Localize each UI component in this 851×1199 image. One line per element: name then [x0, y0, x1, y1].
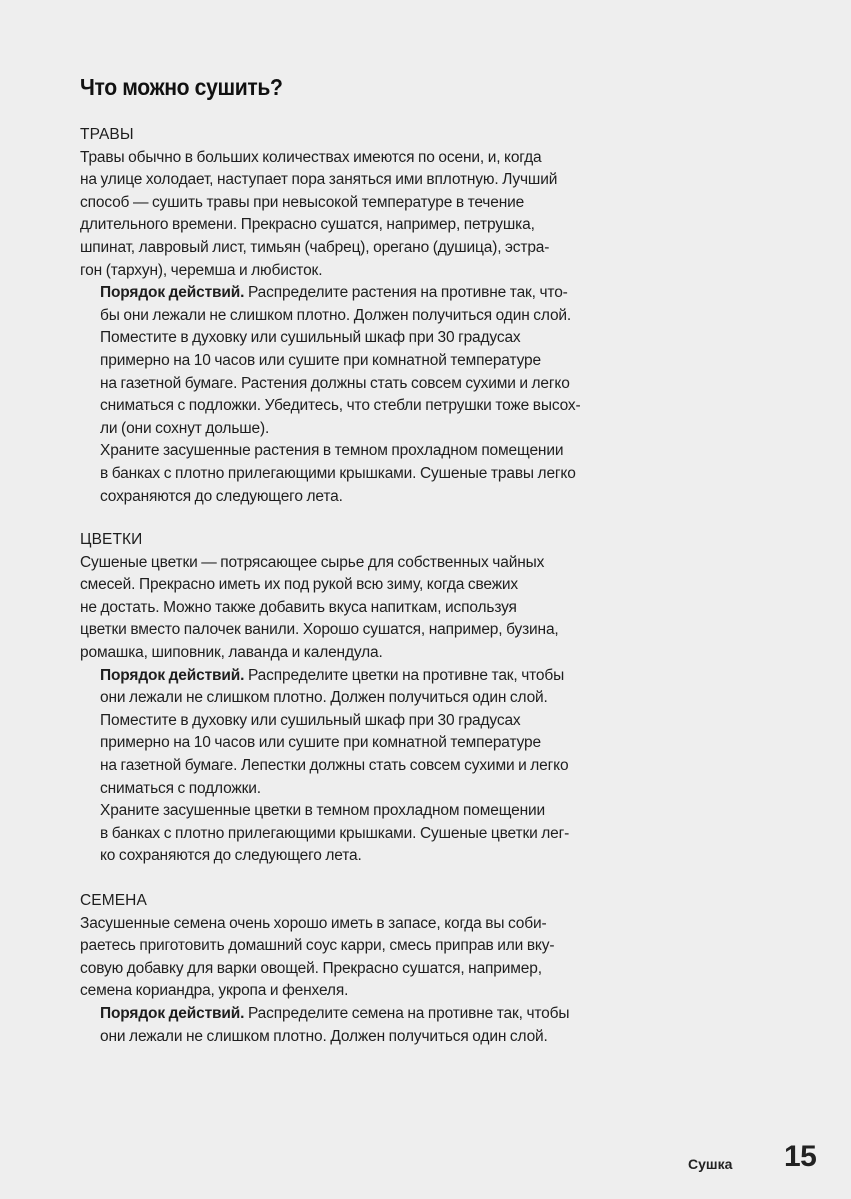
paragraph — [80, 800, 620, 868]
paragraph — [80, 913, 620, 1003]
paragraph — [80, 1003, 620, 1048]
paragraph — [80, 665, 620, 710]
paragraph — [80, 710, 620, 800]
text-line: смесей. Прекрасно иметь их под рукой всю зиму, когда свежих — [80, 576, 519, 594]
text-line: Травы обычно в больших количествах имеются по осени, и, когда — [80, 148, 542, 166]
paragraph-text: Распределите растения на противне так, что- — [244, 284, 568, 302]
text-line: примерно на 10 часов или сушите при комнатной температуре — [100, 351, 541, 369]
text-line: в банках с плотно прилегающими крышками. Сушеные цветки лег- — [100, 824, 570, 842]
paragraph — [80, 282, 620, 327]
text-line — [80, 282, 620, 305]
text-line: Храните засушенные цветки в темном прохладном помещении — [100, 802, 546, 820]
text-line: бы они лежали не слишком плотно. Должен получиться один слой. — [100, 306, 572, 324]
text-line: они лежали не слишком плотно. Должен получиться один слой. — [100, 1027, 548, 1045]
text-line: на улице холодает, наступает пора заняться ими вплотную. Лучший — [80, 171, 558, 189]
text-line — [80, 665, 620, 688]
text-line: ко сохраняются до следующего лета. — [100, 847, 362, 865]
text-line: на газетной бумаге. Растения должны стать совсем сухими и легко — [100, 374, 570, 392]
page-number: 15 — [784, 1140, 817, 1173]
text-line: Сушеные цветки — потрясающее сырье для собственных чайных — [80, 553, 545, 571]
section-heading: ТРАВЫ — [80, 126, 134, 143]
text-line: Поместите в духовку или сушильный шкаф при 30 градусах — [100, 711, 521, 729]
text-line: ли (они сохнут дольше). — [100, 419, 270, 437]
paragraph — [80, 440, 620, 508]
text-line: примерно на 10 часов или сушите при комнатной температуре — [100, 734, 541, 752]
text-line: Засушенные семена очень хорошо иметь в запасе, когда вы соби- — [80, 914, 547, 932]
text-line: на газетной бумаге. Лепестки должны стать совсем сухими и легко — [100, 756, 569, 774]
section-seeds — [80, 890, 620, 1048]
text-line: в банках с плотно прилегающими крышками. Сушеные травы легко — [100, 464, 576, 482]
text-line: Поместите в духовку или сушильный шкаф при 30 градусах — [100, 329, 521, 347]
paragraph-lead: Порядок действий. — [100, 284, 245, 302]
text-line: они лежали не слишком плотно. Должен получиться один слой. — [100, 689, 548, 707]
text-line: гон (тархун), черемша и любисток. — [80, 261, 323, 279]
text-line: сниматься с подложки. Убедитесь, что стебли петрушки тоже высох- — [100, 397, 581, 415]
section-heading: ЦВЕТКИ — [80, 531, 143, 548]
text-line: сохраняются до следующего лета. — [100, 487, 343, 505]
text-line: раетесь приготовить домашний соус карри, смесь приправ или вку- — [80, 937, 555, 955]
text-line: сниматься с подложки. — [100, 779, 261, 797]
paragraph — [80, 327, 620, 440]
paragraph-lead: Порядок действий. — [100, 1004, 245, 1022]
footer-section-name: Сушка — [688, 1156, 733, 1172]
text-line: шпинат, лавровый лист, тимьян (чабрец), орегано (душица), эстра- — [80, 238, 550, 256]
text-line: Храните засушенные растения в темном прохладном помещении — [100, 442, 564, 460]
section-herbs — [80, 124, 620, 508]
text-line: не достать. Можно также добавить вкуса напиткам, используя — [80, 598, 517, 616]
page-title: Что можно сушить? — [80, 74, 283, 100]
paragraph-lead: Порядок действий. — [100, 666, 245, 684]
paragraph-text: Распределите цветки на противне так, чтобы — [244, 666, 565, 684]
text-line: совую добавку для варки овощей. Прекрасно сушатся, например, — [80, 959, 542, 977]
text-line — [80, 1003, 620, 1026]
section-flowers — [80, 529, 620, 868]
text-line: семена кориандра, укропа и фенхеля. — [80, 982, 349, 1000]
text-line: ромашка, шиповник, лаванда и календула. — [80, 643, 383, 661]
paragraph — [80, 147, 620, 283]
section-heading: СЕМЕНА — [80, 892, 147, 909]
paragraph — [80, 552, 620, 665]
text-line: способ — сушить травы при невысокой температуре в течение — [80, 193, 525, 211]
text-line: цветки вместо палочек ванили. Хорошо сушатся, например, бузина, — [80, 621, 559, 639]
text-line: длительного времени. Прекрасно сушатся, например, петрушка, — [80, 216, 535, 234]
paragraph-text: Распределите семена на противне так, чтобы — [244, 1004, 570, 1022]
